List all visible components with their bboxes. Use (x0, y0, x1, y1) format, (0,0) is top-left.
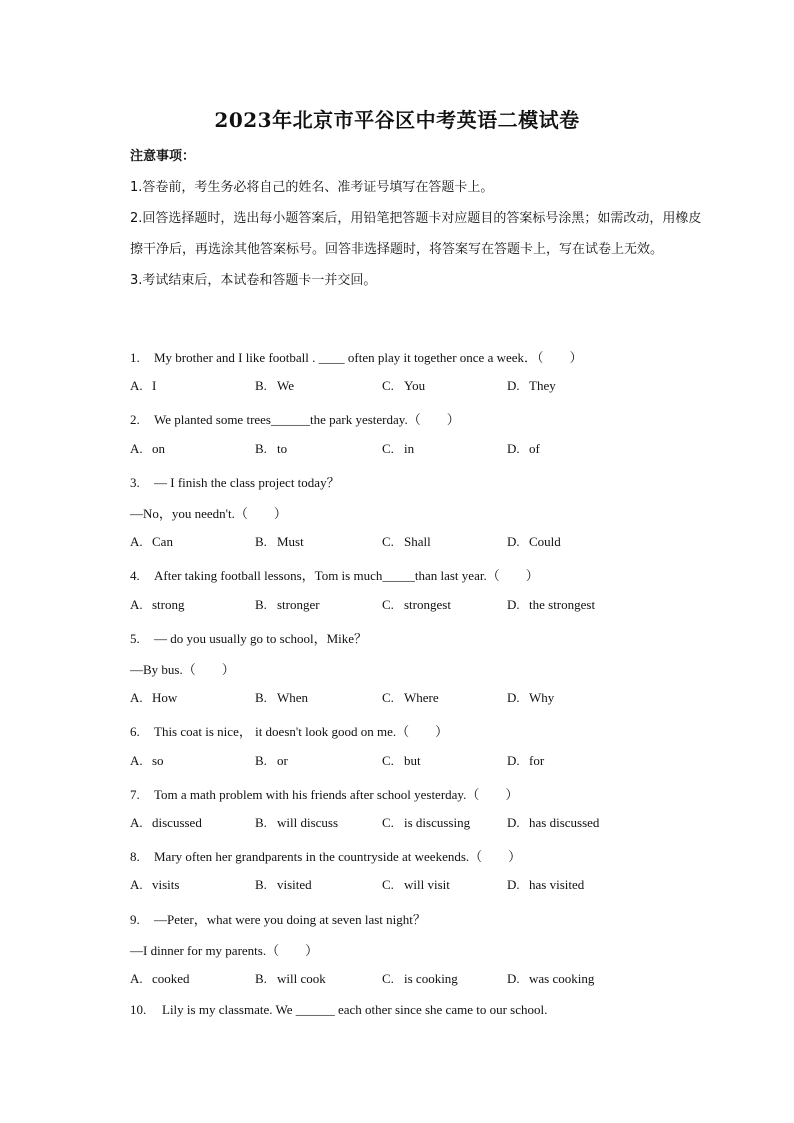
answer-option[interactable] (507, 378, 556, 394)
answer-option[interactable] (382, 690, 439, 706)
option-text: cooked (152, 971, 190, 986)
question-text: Mary often her grandparents in the countryside at weekends.（ ） (154, 849, 522, 865)
answer-option[interactable] (382, 753, 421, 769)
option-letter: A. (130, 440, 143, 456)
question-text: — do you usually go to school，Mike？ (154, 630, 368, 646)
question-text: Tom a math problem with his friends after school yesterday.（ ） (154, 786, 519, 802)
option-letter: A. (130, 534, 143, 550)
answer-option[interactable] (507, 815, 599, 831)
option-letter: A. (130, 971, 143, 986)
question-stem (130, 1002, 547, 1018)
option-text: How (152, 690, 178, 706)
option-letter: D. (507, 440, 520, 456)
option-text: will discuss (277, 815, 339, 830)
option-text: visited (277, 877, 312, 893)
answer-option[interactable] (130, 971, 190, 987)
answer-option[interactable] (382, 534, 431, 550)
question-dialogue-line: —I dinner for my parents.（ ） (130, 942, 319, 958)
option-text: Must (277, 534, 304, 550)
question-number: 5. (130, 630, 140, 646)
option-letter: D. (507, 596, 520, 612)
question-stem (130, 628, 367, 647)
option-letter: B. (255, 534, 267, 550)
answer-options (130, 378, 730, 398)
option-letter: B. (255, 596, 267, 612)
question-number: 4. (130, 568, 140, 584)
option-letter: B. (255, 877, 267, 893)
answer-option[interactable] (382, 441, 414, 457)
option-letter: A. (130, 596, 143, 612)
answer-option[interactable] (507, 597, 595, 613)
question-number: 7. (130, 786, 140, 802)
option-text: will visit (404, 877, 450, 893)
option-letter: B. (255, 378, 267, 394)
option-letter: C. (382, 534, 394, 550)
option-text: has discussed (529, 815, 600, 830)
option-letter: C. (382, 877, 394, 893)
notice-heading: 注意事项： (130, 149, 196, 164)
answer-option[interactable] (130, 441, 165, 457)
notice-item: 3.考试结束后，本试卷和答题卡一并交回。 (130, 273, 377, 288)
option-text: They (529, 378, 556, 394)
answer-options (130, 815, 730, 835)
answer-option[interactable] (507, 753, 544, 769)
option-text: stronger (277, 596, 320, 612)
question-text: After taking football lessons，Tom is much_____than last year.（ ） (154, 568, 539, 584)
notice-item: 2.回答选择题时，选出每小题答案后，用铅笔把答题卡对应题目的答案标号涂黑；如需改动，用橡皮擦干净后，再选涂其他答案标号。回答非选择题时，将答案写在答题卡上，写在试卷上无效。 (130, 211, 702, 257)
question-text: —Peter，what were you doing at seven last night？ (154, 911, 426, 927)
answer-option[interactable] (382, 815, 470, 831)
question-stem (130, 784, 518, 803)
answer-option[interactable] (255, 815, 338, 831)
option-text: I (152, 378, 157, 394)
question-stem (130, 409, 460, 428)
question-text: This coat is nice， it doesn't look good on me.（ ） (154, 724, 449, 740)
option-text: is discussing (404, 815, 471, 830)
answer-option[interactable] (255, 441, 287, 457)
answer-options (130, 597, 730, 617)
option-letter: A. (130, 877, 143, 893)
option-text: of (529, 440, 540, 456)
question-dialogue-line: —By bus.（ ） (130, 662, 235, 677)
option-letter: D. (507, 815, 520, 830)
option-letter: C. (382, 971, 394, 986)
answer-option[interactable] (507, 971, 594, 987)
answer-option[interactable] (255, 971, 326, 987)
option-letter: B. (255, 752, 267, 768)
option-letter: D. (507, 690, 520, 706)
answer-option[interactable] (507, 534, 561, 550)
option-text: for (529, 752, 545, 768)
option-letter: D. (507, 534, 520, 550)
question-stem (130, 721, 448, 740)
question-stem (130, 472, 340, 491)
option-text: was cooking (529, 971, 595, 986)
answer-option[interactable] (130, 690, 177, 706)
question-number: 1. (130, 350, 140, 365)
option-text: but (404, 752, 421, 768)
option-text: Why (529, 690, 555, 706)
answer-option[interactable] (130, 815, 202, 831)
question-number: 2. (130, 412, 140, 428)
question-number: 10. (130, 1002, 147, 1018)
option-text: so (152, 752, 164, 768)
option-letter: C. (382, 752, 394, 768)
answer-option[interactable] (507, 441, 540, 457)
option-text: in (404, 440, 415, 456)
answer-option[interactable] (382, 597, 451, 613)
question-number: 9. (130, 911, 140, 927)
question-stem (130, 846, 521, 865)
option-text: has visited (529, 877, 585, 893)
option-letter: B. (255, 440, 267, 456)
question-text: Lily is my classmate. We ______ each other since she came to our school. (162, 1002, 548, 1018)
question-text: — I finish the class project today？ (154, 474, 340, 490)
answer-option[interactable] (507, 690, 554, 706)
option-text: Shall (404, 534, 431, 550)
page-title: 2023年北京市平谷区中考英语二模试卷 (214, 108, 580, 132)
answer-option[interactable] (130, 877, 179, 893)
question-stem (130, 565, 539, 584)
option-letter: C. (382, 378, 394, 394)
question-number: 3. (130, 474, 140, 490)
option-text: You (404, 378, 426, 394)
option-letter: A. (130, 752, 143, 768)
answer-option[interactable] (255, 877, 312, 893)
option-letter: C. (382, 440, 394, 456)
answer-options (130, 753, 730, 773)
option-letter: B. (255, 815, 267, 830)
option-letter: C. (382, 815, 394, 830)
option-letter: B. (255, 971, 267, 986)
option-text: visits (152, 877, 180, 893)
option-letter: D. (507, 971, 520, 986)
option-text: strongest (404, 596, 451, 612)
question-number: 6. (130, 724, 140, 740)
question-dialogue-line: —No，you needn't.（ ） (130, 506, 287, 521)
notice-item: 1.答卷前，考生务必将自己的姓名、准考证号填写在答题卡上。 (130, 180, 494, 195)
answer-options (130, 441, 730, 461)
option-text: Where (404, 690, 439, 706)
answer-option[interactable] (130, 534, 173, 550)
option-text: Could (529, 534, 561, 550)
option-text: to (277, 440, 288, 456)
answer-option[interactable] (255, 597, 320, 613)
answer-option[interactable] (255, 690, 308, 706)
option-letter: A. (130, 378, 143, 394)
answer-option[interactable] (255, 753, 288, 769)
option-letter: D. (507, 378, 520, 394)
option-letter: A. (130, 815, 143, 830)
option-letter: A. (130, 690, 143, 706)
option-text: discussed (152, 815, 202, 830)
answer-option[interactable] (382, 378, 425, 394)
answer-option[interactable] (382, 877, 450, 893)
notice-section (130, 141, 710, 296)
question-text: My brother and I like football . ____ often play it together once a week．（ ） (154, 350, 583, 365)
option-text: We (277, 378, 294, 394)
question-number: 8. (130, 849, 140, 865)
answer-option[interactable] (130, 378, 156, 394)
option-text: will cook (277, 971, 326, 986)
question-stem (130, 909, 426, 928)
answer-option[interactable] (130, 753, 164, 769)
answer-option[interactable] (255, 378, 294, 394)
option-letter: C. (382, 596, 394, 612)
option-letter: B. (255, 690, 267, 706)
option-letter: C. (382, 690, 394, 706)
answer-options (130, 534, 730, 554)
option-text: When (277, 690, 309, 706)
answer-options (130, 690, 730, 710)
option-text: or (277, 752, 288, 768)
answer-option[interactable] (130, 597, 185, 613)
option-letter: D. (507, 752, 520, 768)
option-letter: D. (507, 877, 520, 893)
answer-option[interactable] (255, 534, 304, 550)
option-text: on (152, 440, 165, 456)
option-text: strong (152, 596, 185, 612)
answer-options (130, 971, 730, 991)
answer-options (130, 877, 730, 897)
option-text: Can (152, 534, 173, 550)
option-text: the strongest (529, 596, 596, 612)
question-text: We planted some trees______the park yesterday.（ ） (154, 412, 460, 428)
answer-option[interactable] (382, 971, 458, 987)
question-stem (130, 347, 583, 366)
option-text: is cooking (404, 971, 458, 986)
answer-option[interactable] (507, 877, 584, 893)
